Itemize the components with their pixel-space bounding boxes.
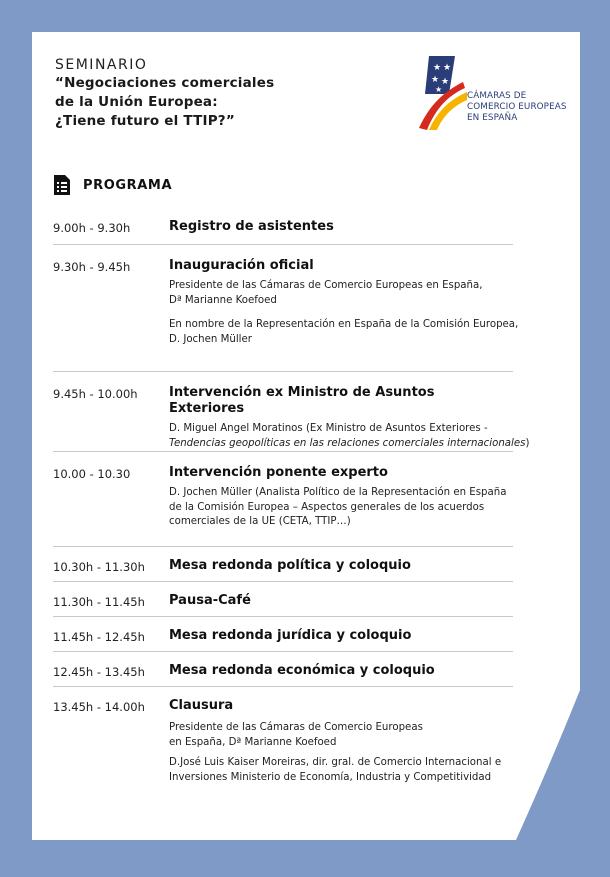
schedule-row xyxy=(53,547,513,582)
schedule-row xyxy=(53,582,513,617)
svg-text:★: ★ xyxy=(441,77,450,87)
schedule-detail: Presidente de las Cámaras de Comercio Europeas xyxy=(169,722,423,733)
seminar-kicker: SEMINARIO xyxy=(55,57,148,73)
schedule-detail: En nombre de la Representación en España de la Comisión Europea, xyxy=(169,319,519,330)
schedule-title: Mesa redonda política y coloquio xyxy=(169,558,411,573)
svg-text:★: ★ xyxy=(431,75,440,85)
schedule-title: Registro de asistentes xyxy=(169,219,334,234)
logo-text-line: EN ESPAÑA xyxy=(467,113,518,123)
schedule-title: Mesa redonda económica y coloquio xyxy=(169,663,435,678)
schedule-time: 10.00 - 10.30 xyxy=(53,467,131,481)
schedule-row xyxy=(53,617,513,652)
document-list-icon xyxy=(53,174,71,196)
talk-topic: Tendencias geopolíticas en las relaciones comerciales internacionales xyxy=(169,437,526,449)
schedule-detail: comerciales de la UE (CETA, TTIP…) xyxy=(169,516,351,527)
schedule-row xyxy=(53,452,513,547)
schedule-time: 9.00h - 9.30h xyxy=(53,221,131,235)
schedule-detail: D.José Luis Kaiser Moreiras, dir. gral. de Comercio Internacional e xyxy=(169,757,502,768)
schedule-detail: D. Jochen Müller xyxy=(169,333,252,345)
schedule-list xyxy=(53,213,530,797)
logo-text-line: COMERCIO EUROPEAS xyxy=(467,102,567,112)
schedule-title: Inauguración oficial xyxy=(169,258,314,273)
chamber-logo xyxy=(415,54,575,132)
schedule-detail: Presidente de las Cámaras de Comercio Europeas en España, xyxy=(169,280,483,291)
schedule-title: Pausa-Café xyxy=(169,593,251,608)
schedule-title: Clausura xyxy=(169,698,234,713)
schedule-time: 9.30h - 9.45h xyxy=(53,260,131,274)
schedule-detail: D. Jochen Müller (Analista Político de la Representación en España xyxy=(169,487,507,498)
schedule-time: 11.30h - 11.45h xyxy=(53,595,145,609)
schedule-time: 12.45h - 13.45h xyxy=(53,665,145,679)
schedule-row xyxy=(53,687,513,797)
schedule-time: 10.30h - 11.30h xyxy=(53,560,145,574)
seminar-title-line: ¿Tiene futuro el TTIP?” xyxy=(55,113,235,129)
seminar-title-line: “Negociaciones comerciales xyxy=(55,75,275,91)
schedule-row xyxy=(53,245,519,372)
schedule-detail: D. Miguel Angel Moratinos (Ex Ministro de Asuntos Exteriores - xyxy=(169,423,488,434)
programa-heading xyxy=(53,174,172,196)
svg-text:★: ★ xyxy=(433,63,442,73)
logo-text-line: CÁMARAS DE xyxy=(467,91,527,101)
schedule-title: Mesa redonda jurídica y coloquio xyxy=(169,628,412,643)
closing-paren: ) xyxy=(525,437,530,449)
schedule-detail xyxy=(169,437,530,452)
schedule-time: 13.45h - 14.00h xyxy=(53,700,145,714)
schedule-time: 9.45h - 10.00h xyxy=(53,387,138,401)
schedule-detail: de la Comisión Europea – Aspectos generales de los acuerdos xyxy=(169,501,485,513)
seminar-title-line: de la Unión Europea: xyxy=(55,94,218,110)
schedule-title: Intervención ex Ministro de Asuntos Exteriores xyxy=(169,385,435,416)
schedule-detail: Inversiones Ministerio de Economía, Industria y Competitividad xyxy=(169,771,492,783)
schedule-row xyxy=(53,213,513,245)
svg-text:★: ★ xyxy=(443,63,452,73)
schedule-title: Intervención ponente experto xyxy=(169,465,388,480)
schedule-detail: Dª Marianne Koefoed xyxy=(169,294,277,306)
flag-stars-logo-icon xyxy=(415,54,471,132)
schedule-detail: en España, Dª Marianne Koefoed xyxy=(169,736,337,748)
schedule-row xyxy=(53,372,530,452)
programa-label: PROGRAMA xyxy=(83,177,173,193)
svg-text:★: ★ xyxy=(435,85,443,94)
seminar-header xyxy=(55,56,315,131)
schedule-row xyxy=(53,652,513,687)
schedule-time: 11.45h - 12.45h xyxy=(53,630,145,644)
